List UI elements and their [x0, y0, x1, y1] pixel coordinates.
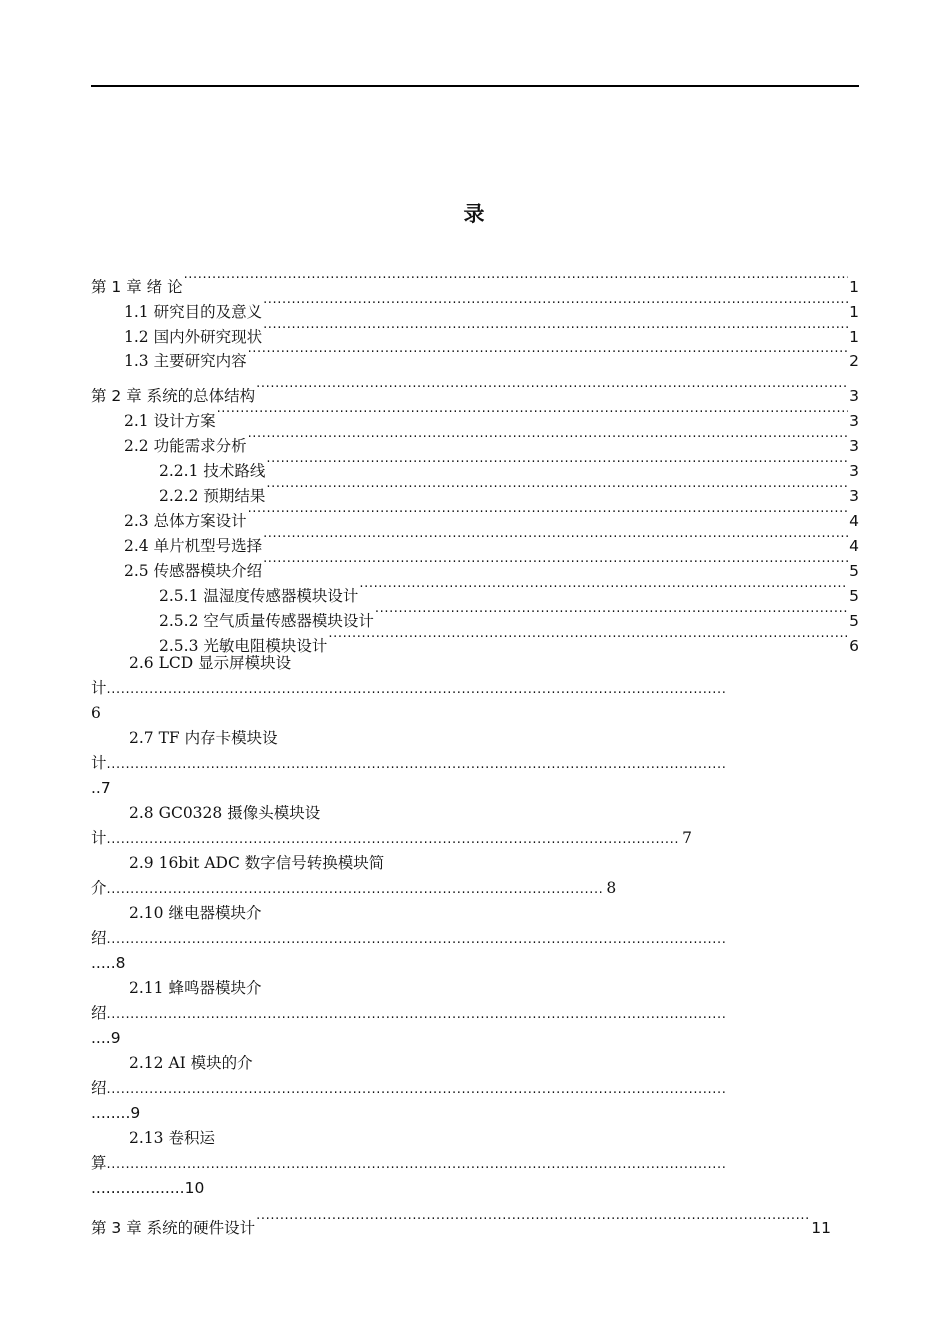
toc-label: 2.12 AI 模块的介 — [129, 1054, 253, 1072]
toc-entry[interactable] — [91, 342, 859, 370]
toc-page: 4 — [849, 512, 859, 530]
toc-entry[interactable] — [91, 602, 859, 630]
toc-page: 3 — [849, 437, 859, 455]
toc-leader — [263, 552, 848, 576]
toc-continuation — [91, 1151, 826, 1176]
toc-label: 2.5.2 空气质量传感器模块设计 — [159, 612, 374, 630]
toc-label: 2.8 GC0328 摄像头模块设 — [129, 804, 321, 822]
toc-leader: ................................................................................................................................... — [106, 1157, 727, 1172]
toc-label: 2.6 LCD 显示屏模块设 — [129, 654, 292, 672]
toc-label: 2.7 TF 内存卡模块设 — [129, 729, 278, 747]
toc-leader — [248, 502, 849, 526]
toc-cont-char: 绍 — [91, 929, 107, 947]
toc-page: 3 — [849, 487, 859, 505]
toc-continuation — [91, 826, 851, 851]
toc-entry-wrapped[interactable] — [91, 651, 826, 726]
toc-entry[interactable] — [91, 402, 859, 430]
toc-entry[interactable] — [91, 318, 859, 346]
toc-entry[interactable] — [91, 502, 859, 530]
toc-leader — [266, 477, 848, 501]
toc-page: 5 — [849, 587, 859, 605]
toc-leader: ................................................................................................................................... — [106, 1082, 727, 1097]
toc-leader — [263, 527, 848, 551]
toc-continuation — [91, 1076, 826, 1101]
toc-continuation — [91, 876, 851, 901]
toc-leader: ......................................................................................................................... — [106, 832, 680, 847]
toc-leader — [328, 627, 848, 651]
toc-label: 2.13 卷积运 — [129, 1129, 215, 1147]
toc-entry[interactable] — [91, 427, 859, 455]
toc-page: 3 — [849, 462, 859, 480]
toc-page: 2 — [849, 352, 859, 370]
toc-entry-wrapped[interactable] — [91, 901, 826, 976]
toc-entry-wrapped[interactable] — [91, 801, 851, 851]
toc-leader: ......................................................................................................... — [106, 882, 604, 897]
toc-leader — [359, 577, 848, 601]
toc-entry-wrapped[interactable] — [91, 851, 851, 901]
toc-leader: ................................................................................................................................... — [106, 932, 727, 947]
toc-page: 6 — [849, 637, 859, 655]
toc-label: 2.10 继电器模块介 — [129, 904, 262, 922]
toc-label: 第 2 章 系统的总体结构 — [91, 387, 256, 405]
toc-page: 1 — [849, 303, 859, 321]
toc-entry[interactable] — [91, 477, 859, 505]
toc-page: 3 — [849, 412, 859, 430]
toc-page: 7 — [682, 829, 693, 847]
toc-entry-wrapped[interactable] — [91, 726, 826, 801]
toc-label: 2.9 16bit ADC 数字信号转换模块简 — [129, 854, 385, 872]
toc-entry[interactable] — [91, 577, 859, 605]
toc-label: 2.2 功能需求分析 — [124, 437, 247, 455]
toc-page: 6 — [91, 704, 101, 722]
toc-page: 1 — [849, 278, 859, 296]
toc-page: ........9 — [91, 1104, 141, 1122]
page-title: 录 — [463, 202, 487, 226]
toc-cont-char: 绍 — [91, 1079, 107, 1097]
toc-leader — [184, 268, 849, 292]
toc-label: 第 3 章 系统的硬件设计 — [91, 1219, 256, 1237]
toc-entry-wrapped[interactable] — [91, 1051, 826, 1126]
toc-page: 5 — [849, 612, 859, 630]
toc-continuation — [91, 1001, 826, 1026]
toc-page: 5 — [849, 562, 859, 580]
toc-page: ....9 — [91, 1029, 121, 1047]
toc-page: ...................10 — [91, 1179, 205, 1197]
toc-label: 1.3 主要研究内容 — [124, 352, 247, 370]
toc-label: 2.4 单片机型号选择 — [124, 537, 263, 555]
toc-label: 2.11 蜂鸣器模块介 — [129, 979, 262, 997]
toc-label: 第 1 章 绪 论 — [91, 278, 183, 296]
toc-page-text: ..7 — [91, 779, 111, 797]
toc-leader — [248, 427, 849, 451]
toc-page: 1 — [849, 328, 859, 346]
toc-leader — [263, 293, 848, 317]
toc-continuation — [91, 676, 826, 701]
toc-cont-char: 绍 — [91, 1004, 107, 1022]
toc-entry[interactable] — [91, 293, 859, 321]
toc-label: 2.5 传感器模块介绍 — [124, 562, 263, 580]
toc-leader — [248, 342, 849, 366]
toc-label: 2.5.3 光敏电阻模块设计 — [159, 637, 328, 655]
toc-entry[interactable] — [91, 452, 859, 480]
toc-entry[interactable] — [91, 552, 859, 580]
toc-leader: ................................................................................................................................... — [106, 757, 727, 772]
toc-entry[interactable] — [91, 1209, 831, 1237]
toc-leader — [375, 602, 848, 626]
toc-leader: ................................................................................................................................... — [106, 1007, 727, 1022]
toc-label: 2.1 设计方案 — [124, 412, 216, 430]
toc-page: 11 — [811, 1219, 831, 1237]
toc-label: 2.5.1 温湿度传感器模块设计 — [159, 587, 359, 605]
toc-page — [91, 776, 826, 801]
toc-entry-wrapped[interactable] — [91, 976, 826, 1051]
toc-cont-char: 计 — [91, 679, 107, 697]
toc-cont-char: 计 — [91, 754, 107, 772]
toc-leader — [263, 318, 848, 342]
toc-page: 3 — [849, 387, 859, 405]
toc-cont-char: 算 — [91, 1154, 107, 1172]
toc-leader — [266, 452, 848, 476]
toc-cont-char: 介 — [91, 879, 107, 897]
toc-label: 2.3 总体方案设计 — [124, 512, 247, 530]
toc-entry[interactable] — [91, 377, 859, 405]
toc-leader — [217, 402, 849, 426]
toc-continuation — [91, 926, 826, 951]
toc-page: 8 — [606, 879, 617, 897]
toc-entry[interactable] — [91, 627, 859, 655]
toc-page: 4 — [849, 537, 859, 555]
toc-entry[interactable] — [91, 268, 859, 296]
toc-leader — [256, 1209, 810, 1233]
toc-cont-char: 计 — [91, 829, 107, 847]
toc-leader: ................................................................................................................................... — [106, 682, 727, 697]
toc-label: 2.2.1 技术路线 — [159, 462, 266, 480]
toc-continuation — [91, 751, 826, 776]
toc-label: 2.2.2 预期结果 — [159, 487, 266, 505]
toc-entry[interactable] — [91, 527, 859, 555]
toc-label: 1.2 国内外研究现状 — [124, 328, 263, 346]
toc-page: .....8 — [91, 954, 126, 972]
header-rule — [91, 85, 859, 87]
toc-leader — [256, 377, 848, 401]
toc-entry-wrapped[interactable] — [91, 1126, 826, 1201]
toc-label: 1.1 研究目的及意义 — [124, 303, 263, 321]
